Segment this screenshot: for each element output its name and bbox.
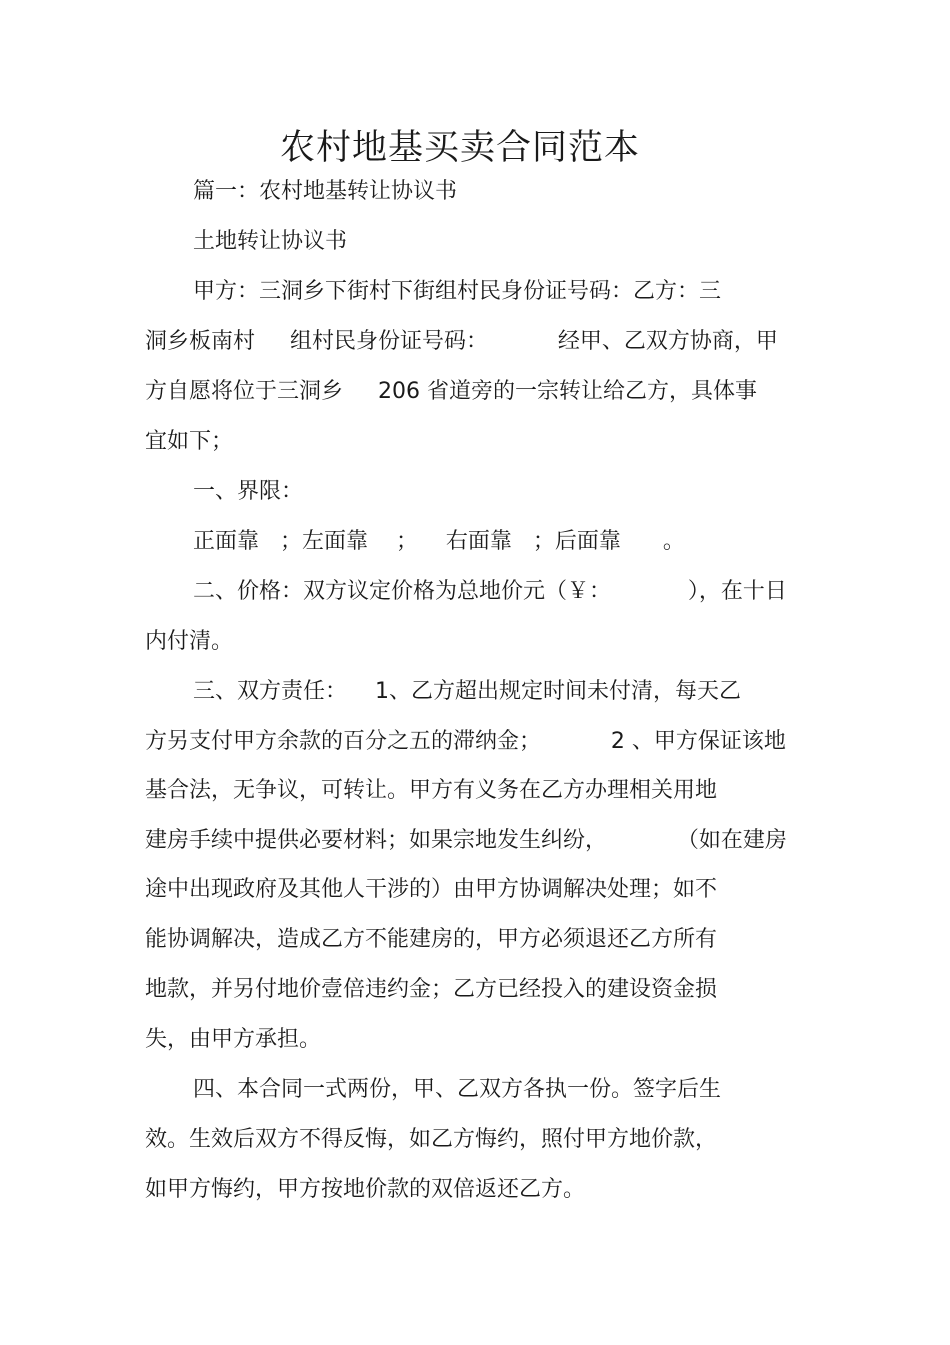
section-heading: 篇一：农村地基转让协议书 (193, 179, 458, 204)
paragraph-line: 方自愿将位于三洞乡 206 省道旁的一宗转让给乙方，具体事 (145, 379, 757, 404)
paragraph-line: 失，由甲方承担。 (145, 1027, 322, 1052)
paragraph-line: 宜如下； (145, 429, 234, 454)
paragraph-line: 洞乡板南村 组村民身份证号码： 经甲、乙双方协商，甲 (145, 329, 778, 354)
paragraph-line: 效。生效后双方不得反悔，如乙方悔约，照付甲方地价款， (145, 1127, 718, 1152)
paragraph-line: 途中出现政府及其他人干涉的）由甲方协调解决处理；如不 (145, 877, 718, 902)
paragraph-line: 二、价格：双方议定价格为总地价元（￥： ），在十日 (193, 579, 787, 604)
paragraph-line: 方另支付甲方余款的百分之五的滞纳金； 2 、甲方保证该地 (145, 729, 786, 754)
document-title: 农村地基买卖合同范本 (279, 128, 640, 168)
paragraph-line: 四、本合同一式两份，甲、乙双方各执一份。签字后生 (193, 1077, 722, 1102)
agreement-heading: 土地转让协议书 (193, 229, 348, 254)
clause-heading: 一、界限： (193, 479, 304, 504)
paragraph-line: 如甲方悔约，甲方按地价款的双倍返还乙方。 (145, 1177, 586, 1202)
paragraph-line: 基合法，无争议，可转让。甲方有义务在乙方办理相关用地 (145, 778, 718, 803)
paragraph-line: 能协调解决，造成乙方不能建房的，甲方必须退还乙方所有 (145, 927, 718, 952)
paragraph-line: 三、双方责任： 1、乙方超出规定时间未付清，每天乙 (193, 679, 741, 704)
paragraph-line: 正面靠 ；左面靠 ； 右面靠 ；后面靠 。 (193, 529, 685, 554)
paragraph-line: 甲方：三洞乡下街村下街组村民身份证号码：乙方：三 (193, 279, 722, 304)
paragraph-line: 建房手续中提供必要材料；如果宗地发生纠纷， （如在建房 (145, 828, 787, 853)
paragraph-line: 内付清。 (145, 629, 234, 654)
paragraph-line: 地款，并另付地价壹倍违约金；乙方已经投入的建设资金损 (145, 977, 718, 1002)
